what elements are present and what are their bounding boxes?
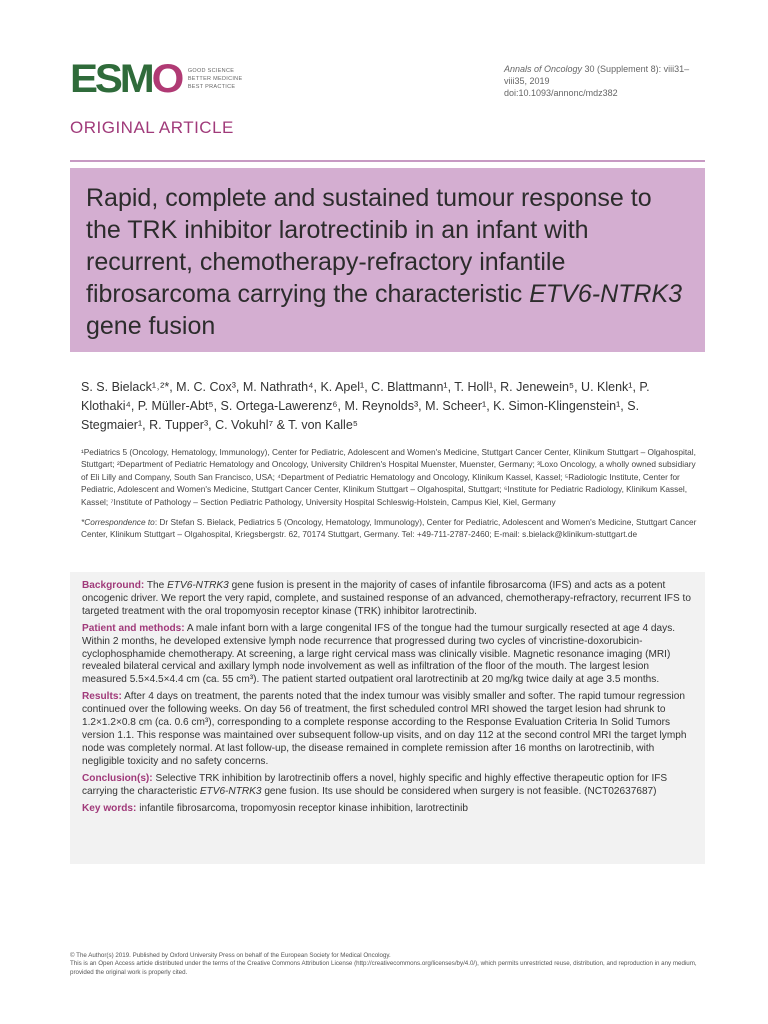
abstract-keywords: Key words: infantile fibrosarcoma, tropomyosin receptor kinase inhibition, larotrectinib: [82, 802, 468, 814]
journal-volume: 30 (Supplement 8): viii31–viii35, 2019: [504, 64, 690, 86]
logo-tag: GOOD SCIENCE: [187, 68, 235, 74]
logo-tag: BETTER MEDICINE: [187, 76, 243, 82]
divider: [70, 160, 705, 162]
journal-name: Annals of Oncology: [504, 64, 583, 74]
logo-mark: ESMO: [70, 57, 182, 101]
copyright-footer: [70, 952, 710, 977]
abstract-methods: Patient and methods: A male infant born with a large congenital IFS of the tongue had the tumour surgically resected at age 4 days. Within 2 months, he developed extensive lymph node recurrence that progressed during two cycles of vincristine-doxorubicin-cyclophosphamide chemotherapy. At screening, a large right cervical mass was clinically visible. Magnetic resonance imaging (MRI) revealed bilateral cervical and axillary lymph node involvement as well as infiltration of the floor of the mouth. The largest lesion measured 5.5×4.5×4.4 cm (ca. 55 cm³). The patient started outpatient oral larotrectinib at 20 mg/kg twice daily at age 3.5 months.: [82, 622, 676, 686]
journal-citation: [504, 63, 704, 99]
correspondence: *Correspondence to: Dr Stefan S. Bielack, Pediatrics 5 (Oncology, Hematology, Immunology), Center for Pediatric, Adolescent and Women's Medicine, Stuttgart Cancer Center, Klinikum Stuttgart – Olgahospital, Kriegsbergstr. 62, 70174 Stuttgart, Germany. Tel: +49-711-2787-2460; E-mail: s.bielack@klinikum-stuttgart.de: [81, 517, 697, 540]
logo-tag: BEST PRACTICE: [187, 84, 236, 90]
abstract-box: [70, 572, 705, 864]
abstract-results: Results: After 4 days on treatment, the parents noted that the index tumour was visibly smaller and softer. The rapid tumour regression continued over the following weeks. On day 56 of treatment, the first scheduled control MRI showed the target lesion had shrunk to 1.2×1.2×0.8 cm (ca. 0.6 cm³), corresponding to a complete response according to the Response Evaluation Criteria In Solid Tumors version 1.1. This response was maintained over subsequent follow-up visits, and on day 112 at the second control MRI the target lymph node was completely normal. At last follow-up, the disease remained in complete remission after 16 months on larotrectinib, with negligible toxicity and no safety concerns.: [82, 691, 687, 767]
journal-doi[interactable]: doi:10.1093/annonc/mdz382: [504, 88, 618, 98]
license-line: This is an Open Access article distributed under the terms of the Creative Commons Attribution License (http://creativecommons.org/licenses/by/4.0/), which permits unrestricted reuse, distribution, and reproduction in any medium, provided the original work is properly cited.: [70, 960, 697, 976]
abstract-background: Background: The ETV6-NTRK3 gene fusion is present in the majority of cases of infantile fibrosarcoma (IFS) and acts as a potent oncogenic driver. We report the very rapid, complete, and sustained response of an advanced, chemotherapy-refractory, recurrent IFS to targeted treatment with the oral tropomyosin receptor kinase (TRK) inhibitor larotrectinib.: [82, 580, 691, 617]
article-title: Rapid, complete and sustained tumour response to the TRK inhibitor larotrectinib in an infant with recurrent, chemotherapy-refractory infantile fibrosarcoma carrying the characteristic ETV6-NTRK3 gene fusion: [86, 184, 683, 340]
gene-name: ETV6-NTRK3: [529, 280, 683, 308]
title-box: [70, 168, 705, 352]
author-list: S. S. Bielack¹˒²*, M. C. Cox³, M. Nathrath⁴, K. Apel¹, C. Blattmann¹, T. Holl¹, R. Jenewein⁵, U. Klenk¹, P. Klothaki⁴, P. Müller-Abt⁵, S. Ortega-Lawerenz⁶, M. Reynolds³, M. Scheer¹, K. Simon-Klingenstein¹, S. Stegmaier¹, R. Tupper³, C. Vokuhl⁷ & T. von Kalle⁵: [81, 380, 650, 432]
copyright-line: © The Author(s) 2019. Published by Oxford University Press on behalf of the European Society for Medical Oncology.: [70, 952, 391, 959]
abstract-conclusion: Conclusion(s): Selective TRK inhibition by larotrectinib offers a novel, highly specific and highly effective therapeutic option for IFS carrying the characteristic ETV6-NTRK3 gene fusion. Its use should be considered when surgery is not feasible. (NCT02637687): [82, 772, 668, 797]
esmo-logo: [70, 57, 243, 101]
affiliations: ¹Pediatrics 5 (Oncology, Hematology, Immunology), Center for Pediatric, Adolescent and Women's Medicine, Stuttgart Cancer Center, Klinikum Stuttgart – Olgahospital, Stuttgart; ²Department of Pediatric Hematology and Oncology, University Children's Hospital Muenster, Muenster, Germany; ³Loxo Oncology, a wholly owned subsidiary of Eli Lilly and Company, South San Francisco, USA; ⁴Department of Pediatric Hematology and Oncology, Klinikum Kassel, Kassel; ⁵Radiologic Institute, Center for Pediatric, Adolescent and Women's Medicine, Stuttgart Cancer Center, Klinikum Stuttgart – Olgahospital, Stuttgart; ⁶Institute for Pediatric Radiology, Klinikum Kassel, Kassel; ⁷Institute of Pathology – Section Pediatric Pathology, University Hospital Schleswig-Holstein, Campus Kiel, Kiel, Germany: [81, 447, 696, 507]
logo-taglines: [188, 67, 243, 91]
article-type: ORIGINAL ARTICLE: [70, 118, 234, 137]
